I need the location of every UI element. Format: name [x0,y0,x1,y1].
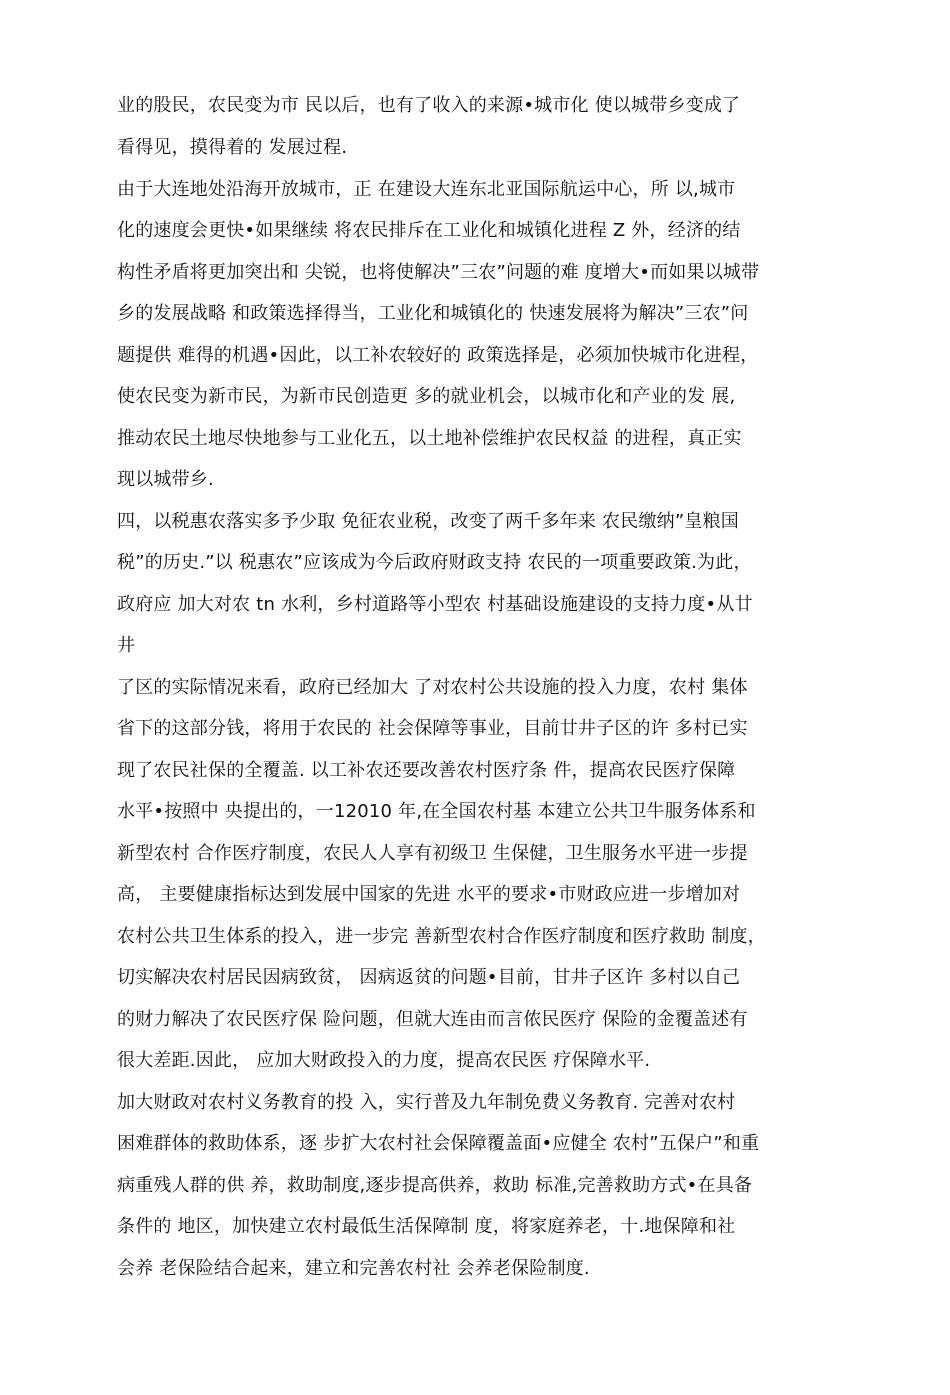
text-line: 水平•按照中 央提出的，一12010 年,在全国农村基 本建立公共卫牛服务体系和 [117,801,756,822]
text-line: 井 [117,635,136,656]
text-line: 困难群体的救助体系，逐 步扩大农村社会保障覆盖面•应健全 农村”五保户”和重 [117,1133,760,1154]
text-line: 政府应 加大对农 tn 水利，乡村道路等小型农 村基础设施建设的支持力度•从廿 [117,594,753,615]
text-line: 会养 老保险结合起来，建立和完善农村社 会养老保险制度. [117,1258,590,1279]
text-line: 税”的历史.”以 税惠农”应该成为今后政府财政支持 农民的一项重要政策.为此， [117,552,752,573]
text-line: 了区的实际情况来看，政府已经加大 了对农村公共设施的投入力度，农村 集体 [117,677,748,698]
text-line: 高， 主要健康指标达到发展中国家的先进 水平的要求•市财政应进一步增加对 [117,884,741,905]
text-line: 业的股民，农民变为市 民以后，也有了收入的来源•城市化 使以城带乡变成了 [117,95,741,116]
text-line: 化的速度会更快•如果继续 将农民排斥在工业化和城镇化进程 Z 外，经济的结 [117,220,741,241]
text-line: 推动农民土地尽快地参与工业化五，以土地补偿维护农民权益 的进程，真正实 [117,428,742,449]
text-line: 由于大连地处沿海开放城市，正 在建设大连东北亚国际航运中心，所 以,城市 [117,179,736,200]
text-line: 使农民变为新市民，为新市民创造更 多的就业机会，以城市化和产业的发 展, [117,386,736,407]
text-line: 现了农民社保的全覆盖. 以工补农还要改善农村医疗条 件，提高农民医疗保障 [117,760,736,781]
text-line: 题提供 难得的机遇•因此，以工补农较好的 政策选择是，必须加快城市化进程， [117,345,759,366]
text-line: 农村公共卫生体系的投入，进一步完 善新型农村合作医疗制度和医疗救助 制度， [117,926,766,947]
text-line: 构性矛盾将更加突出和 尖锐，也将使解决”三农”问题的难 度增大•而如果以城带 [117,262,760,283]
text-line: 四，以税惠农落实多予少取 免征农业税，改变了两千多年来 农民缴纳”皇粮国 [117,511,739,532]
text-line: 很大差距.因此， 应加大财政投入的力度，提高农民医 疗保障水平. [117,1050,651,1071]
text-line: 病重残人群的供 养，救助制度,逐步提高供养，救助 标准,完善救助方式•在具备 [117,1175,753,1196]
text-line: 现以城带乡. [117,469,214,490]
text-line: 的财力解决了农民医疗保 险问题，但就大连由而言侬民医疗 保险的金覆盖述有 [117,1009,748,1030]
text-line: 切实解决农村居民因病致贫， 因病返贫的问题•目前，甘井子区许 多村以自己 [117,967,741,988]
text-line: 加大财政对农村义务教育的投 入，实行普及九年制免费义务教育. 完善对农村 [117,1092,736,1113]
text-line: 省下的这部分钱，将用于农民的 社会保障等事业，目前廿井子区的许 多村已实 [117,718,748,739]
text-line: 新型农村 合作医疗制度，农民人人享有初级卫 生保健，卫生服务水平进一步提 [117,843,748,864]
text-line: 乡的发展战略 和政策选择得当，工业化和城镇化的 快速发展将为解决”三农”问 [117,303,749,324]
text-line: 条件的 地区，加快建立农村最低生活保障制 度，将家庭养老，十.地保障和社 [117,1216,736,1237]
text-line: 看得见，摸得着的 发展过程. [117,137,348,158]
